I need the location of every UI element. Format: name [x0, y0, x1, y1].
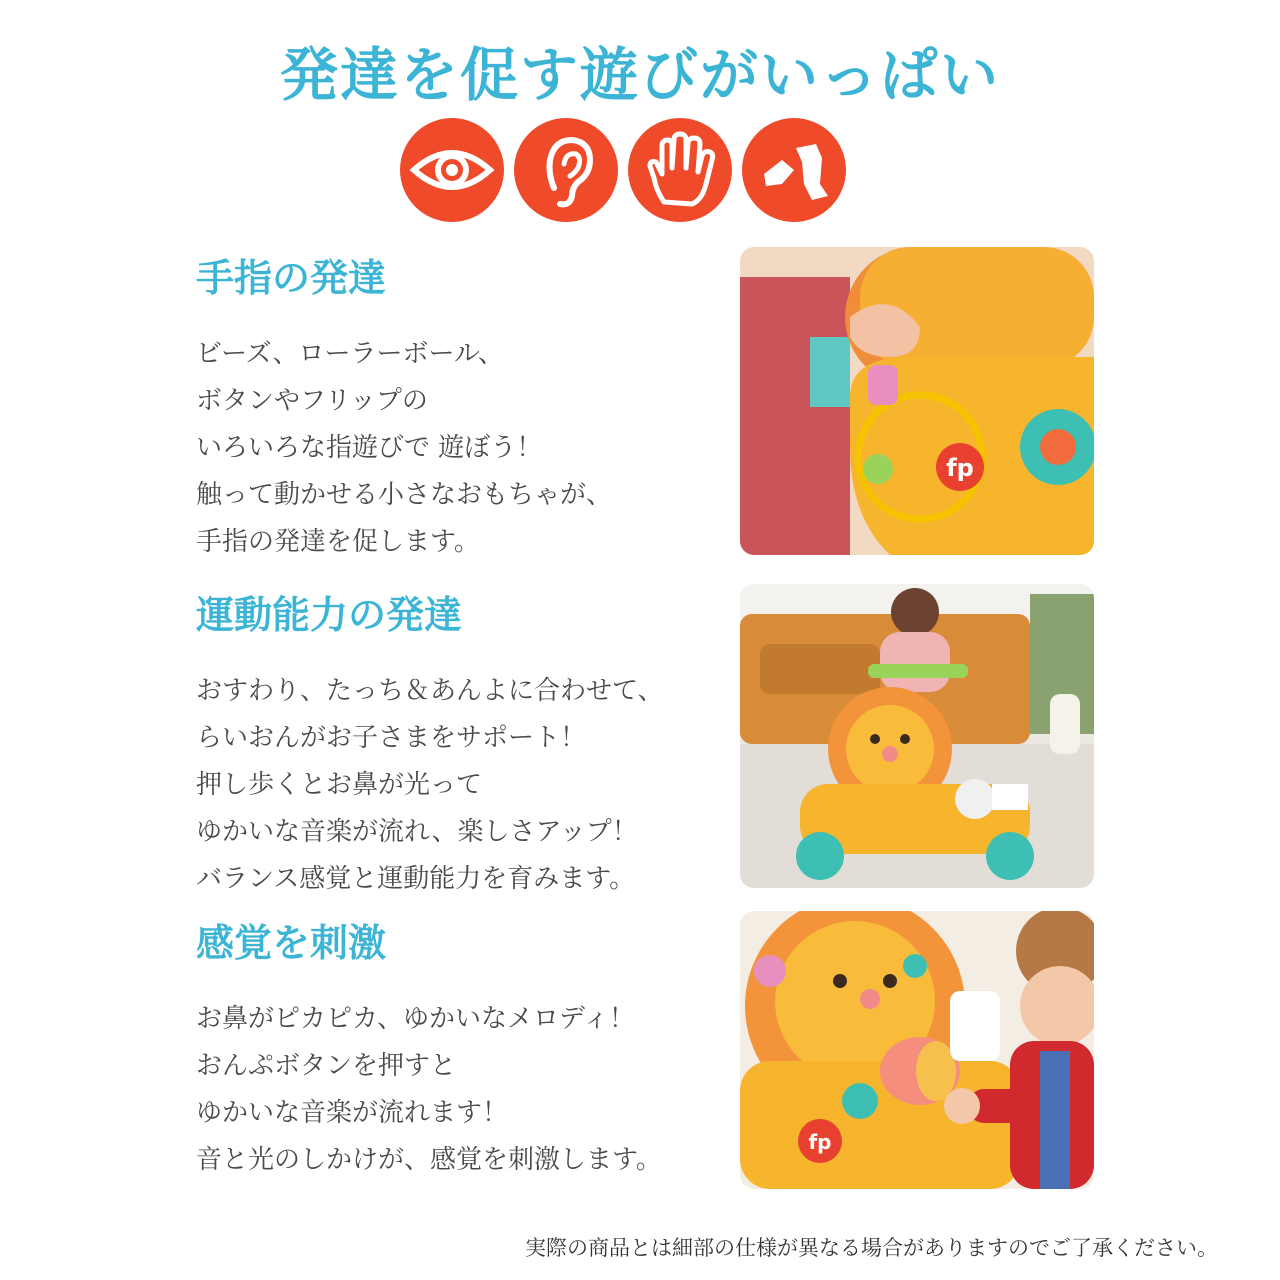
section-line: ゆかいな音楽が流れ、楽しさアップ！: [196, 817, 638, 847]
section-line: ボタンやフリップの: [196, 386, 428, 416]
fisher-price-logo: fp: [808, 1130, 832, 1154]
ear-icon: [514, 118, 618, 222]
disclaimer-footnote: 実際の商品とは細部の仕様が異なる場合がありますのでご了承ください。: [525, 1236, 1218, 1260]
section-finger-development: [196, 255, 716, 566]
fisher-price-logo: fp: [946, 454, 974, 482]
section-line: 手指の発達を促します。: [196, 527, 480, 557]
section-title: 手指の発達: [196, 256, 387, 300]
sense-icons: [400, 118, 850, 224]
section-title: 運動能力の発達: [196, 593, 463, 637]
section-line: おんぷボタンを押すと: [196, 1051, 457, 1081]
photo-finger-play: [740, 247, 1094, 555]
section-line: らいおんがお子さまをサポート！: [196, 723, 587, 753]
section-line: 音と光のしかけが、感覚を刺激します。: [196, 1145, 662, 1175]
section-line: ゆかいな音楽が流れます！: [196, 1098, 509, 1128]
section-line: 押し歩くとお鼻が光って: [196, 770, 483, 800]
photo-sensory-play: [740, 911, 1094, 1189]
section-line: いろいろな指遊びで 遊ぼう！: [196, 433, 543, 463]
section-sensory-stimulation: [196, 920, 716, 1184]
section-line: バランス感覚と運動能力を育みます。: [196, 864, 636, 894]
headline: 発達を促す遊びがいっぱい: [279, 41, 1000, 109]
section-line: おすわり、たっち＆あんよに合わせて、: [196, 676, 664, 706]
eye-icon: [400, 118, 504, 222]
photo-walking: [740, 584, 1094, 888]
section-line: 触って動かせる小さなおもちゃが、: [196, 480, 613, 510]
section-line: お鼻がピカピカ、ゆかいなメロディ！: [196, 1004, 635, 1034]
walking-legs-icon: [742, 118, 846, 222]
section-line: ビーズ、ローラーボール、: [196, 339, 504, 369]
hand-icon: [628, 118, 732, 222]
section-motor-development: [196, 592, 716, 903]
section-title: 感覚を刺激: [196, 921, 387, 965]
